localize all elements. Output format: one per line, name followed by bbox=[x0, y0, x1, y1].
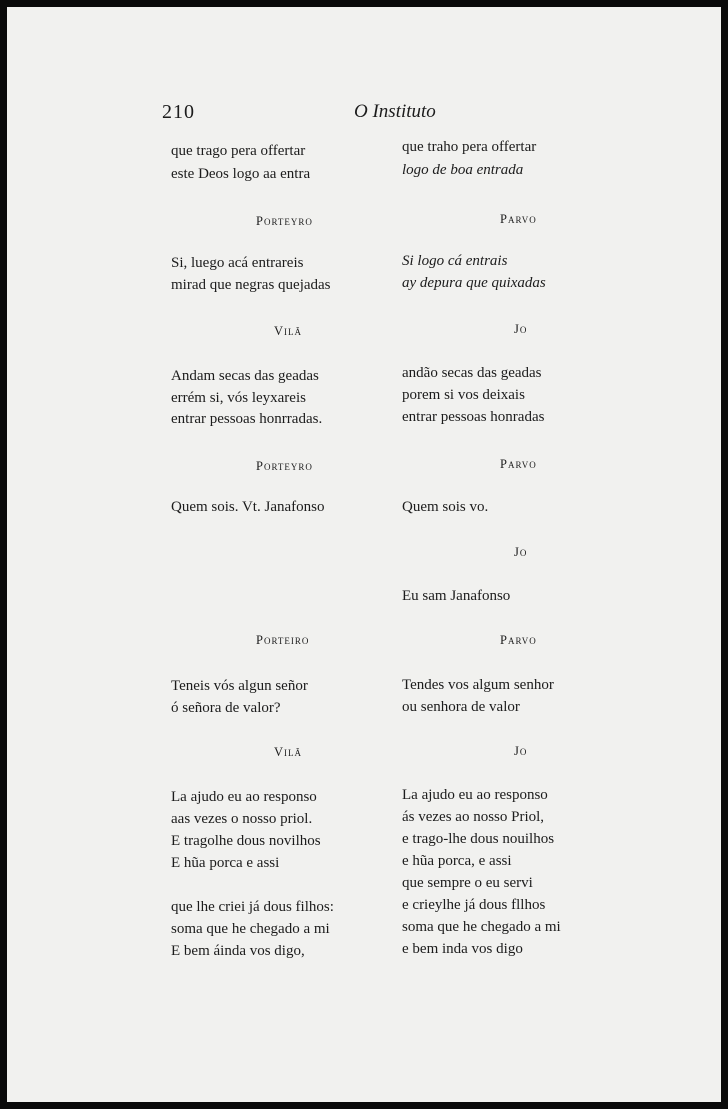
italic-phrase: logo de boa entrada bbox=[402, 162, 524, 178]
verse-line: que traho pera offertar bbox=[402, 139, 537, 155]
verse-line: e trago-lhe dous nouilhos bbox=[402, 831, 555, 847]
verse-line: errém si, vós leyxareis bbox=[171, 390, 306, 406]
verse-line: Eu sam Janafonso bbox=[402, 588, 511, 604]
running-title: O Instituto bbox=[354, 101, 436, 122]
verse-line: E tragolhe dous novilhos bbox=[171, 833, 321, 849]
verse-line: Quem sois. Vt. Janafonso bbox=[171, 499, 325, 515]
verse-line: entrar pessoas honradas bbox=[402, 409, 545, 425]
speaker-name: Parvo bbox=[500, 212, 537, 226]
speaker-name: Parvo bbox=[500, 457, 537, 471]
verse-line: entrar pessoas honrradas. bbox=[171, 411, 323, 427]
verse-line: La ajudo eu ao responso bbox=[402, 787, 548, 803]
verse-line: porem si vos deixais bbox=[402, 387, 525, 403]
verse-line: E hũa porca e assi bbox=[171, 855, 280, 871]
verse-line: este Deos logo aa entra bbox=[171, 166, 311, 182]
verse-line: mirad que negras quejadas bbox=[171, 277, 331, 293]
page-header bbox=[7, 101, 721, 125]
verse-line: ás vezes ao nosso Priol, bbox=[402, 809, 545, 825]
speaker-name: Porteyro bbox=[256, 459, 313, 473]
verse-line: que lhe criei já dous filhos: bbox=[171, 899, 334, 915]
verse-line: Quem sois vo. bbox=[402, 499, 489, 515]
verse-line: e bem inda vos digo bbox=[402, 941, 523, 957]
verse-line: E bem áinda vos digo, bbox=[171, 943, 305, 959]
verse-line: Andam secas das geadas bbox=[171, 368, 319, 384]
verse-line: aas vezes o nosso priol. bbox=[171, 811, 313, 827]
verse-line bbox=[402, 162, 523, 179]
verse-line: soma que he chegado a mi bbox=[402, 919, 561, 935]
speaker-name: Jo bbox=[514, 322, 528, 336]
verse-line: soma que he chegado a mi bbox=[171, 921, 330, 937]
verse-line: Teneis vós algun señor bbox=[171, 678, 308, 694]
verse-line: que sempre o eu servi bbox=[402, 875, 533, 891]
book-page bbox=[7, 7, 721, 1102]
speaker-name: Vilã bbox=[274, 745, 303, 759]
verse-line: ó señora de valor? bbox=[171, 700, 281, 716]
page-number: 210 bbox=[162, 101, 195, 123]
speaker-name: Porteyro bbox=[256, 214, 313, 228]
verse-line: ou senhora de valor bbox=[402, 699, 520, 715]
speaker-name: Porteiro bbox=[256, 633, 310, 647]
verse-line: Si, luego acá entrareis bbox=[171, 255, 304, 271]
speaker-name: Jo bbox=[514, 545, 528, 559]
verse-line: e hũa porca, e assi bbox=[402, 853, 512, 869]
verse-line: que trago pera offertar bbox=[171, 143, 306, 159]
verse-line: Si logo cá entrais bbox=[402, 253, 508, 269]
verse-line: e crieylhe já dous fllhos bbox=[402, 897, 546, 913]
verse-line: La ajudo eu ao responso bbox=[171, 789, 317, 805]
speaker-name: Jo bbox=[514, 744, 528, 758]
verse-line: Tendes vos algum senhor bbox=[402, 677, 554, 693]
speaker-name: Vilã bbox=[274, 324, 303, 338]
verse-line: andão secas das geadas bbox=[402, 365, 542, 381]
verse-line: ay depura que quixadas bbox=[402, 275, 546, 291]
speaker-name: Parvo bbox=[500, 633, 537, 647]
